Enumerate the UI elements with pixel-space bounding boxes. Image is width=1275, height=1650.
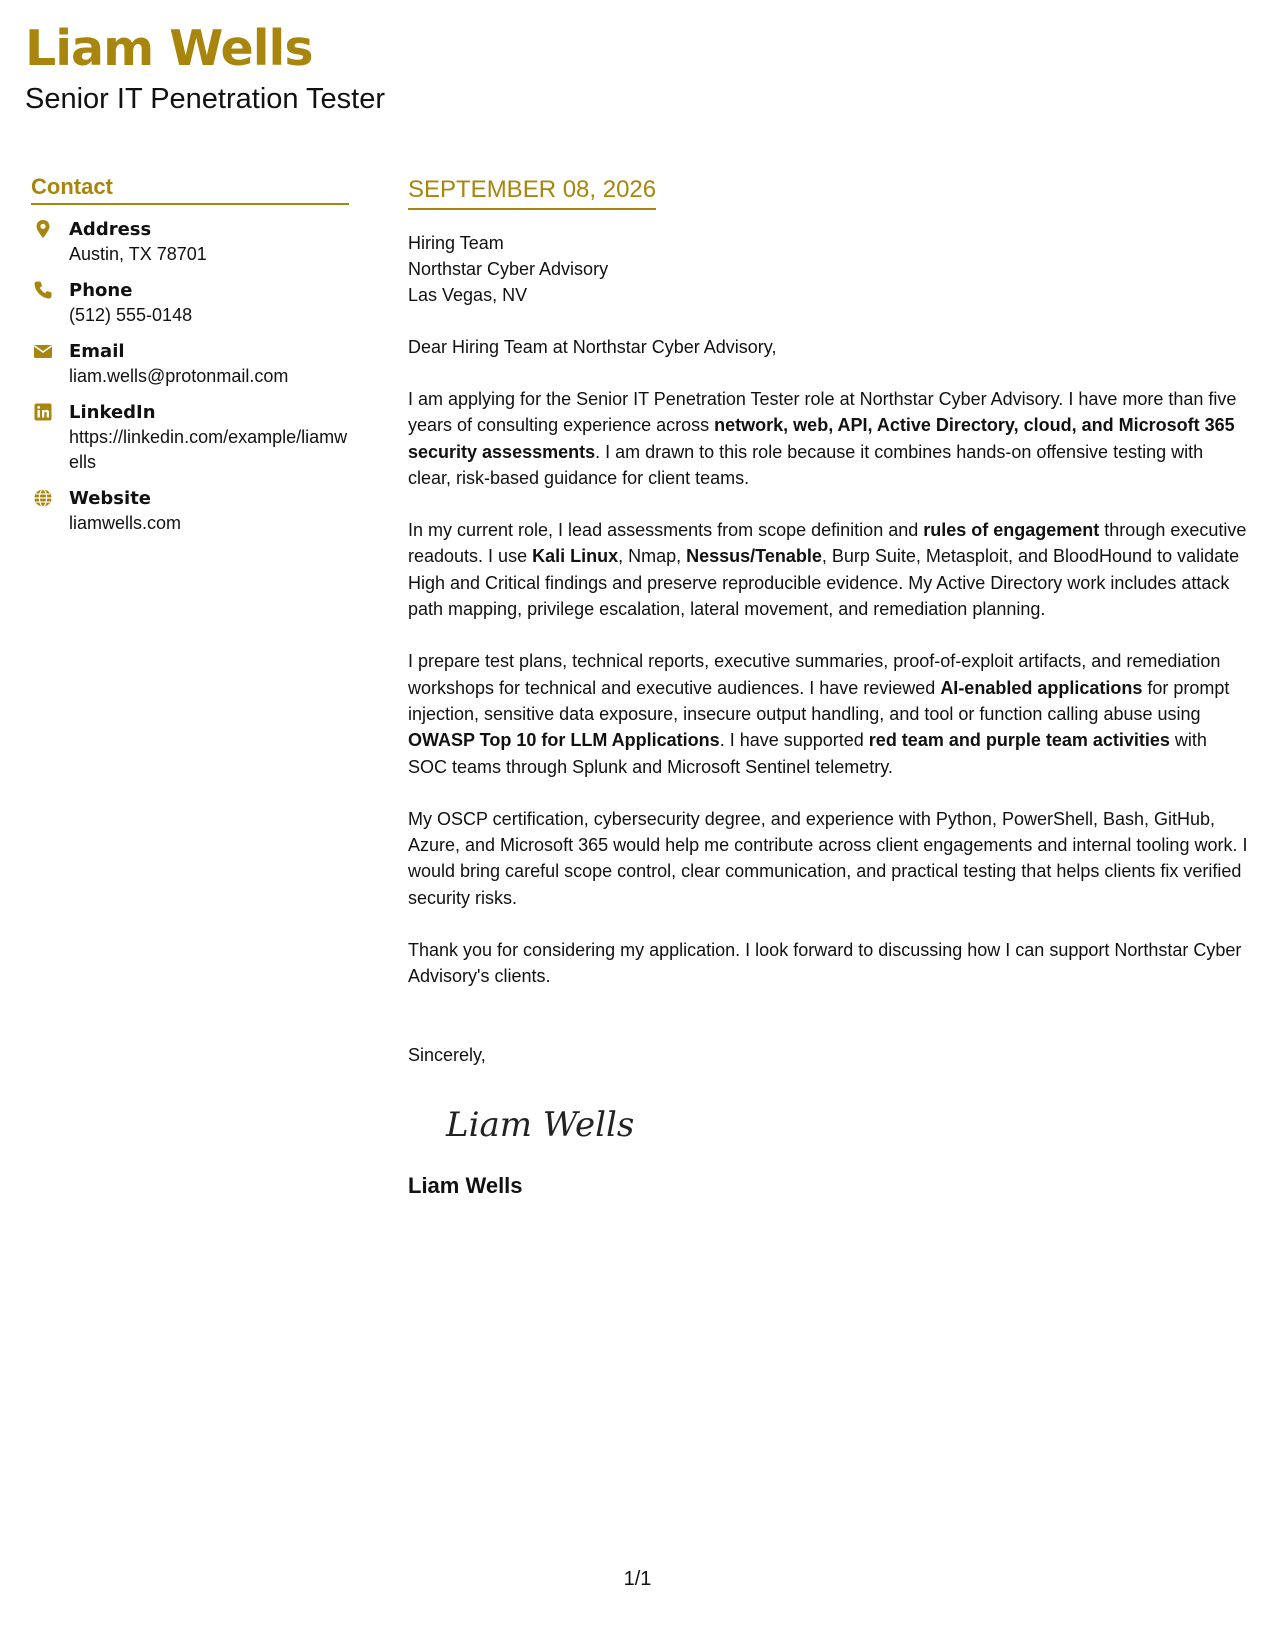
emphasis-text: Nessus/Tenable <box>686 546 822 567</box>
paragraph-text: . I am drawn to this role because it combines hands-on offensive testing with clear, risk-based guidance for client teams. <box>408 441 1204 488</box>
letter-body <box>408 176 1250 1199</box>
paragraph-text: with SOC teams through Splunk and Microsoft Sentinel telemetry. <box>408 730 1207 777</box>
contact-section-title: Contact <box>31 174 349 205</box>
emphasis-text: network, web, API, Active Directory, cloud, and Microsoft 365 security assessments <box>408 415 1235 462</box>
contact-label: Website <box>69 488 152 509</box>
contact-item-address <box>31 217 349 267</box>
contact-label: Phone <box>69 280 133 301</box>
contact-sidebar <box>31 174 349 547</box>
paragraph-text: I am applying for the Senior IT Penetration Tester role at Northstar Cyber Advisory. I have more than five years of consulting experience across <box>408 389 1237 436</box>
website-value[interactable]: liamwells.com <box>69 513 182 533</box>
paragraph-text: Thank you for considering my application. I look forward to discussing how I can support Northstar Cyber Advisory's clients. <box>408 940 1242 987</box>
recipient-line: Las Vegas, NV <box>408 285 528 305</box>
recipient-line: Hiring Team <box>408 233 504 253</box>
letter-date: SEPTEMBER 08, 2026 <box>408 176 656 210</box>
emphasis-text: AI-enabled applications <box>940 677 1143 698</box>
contact-list <box>31 217 349 536</box>
letter-paragraphs <box>408 386 1250 990</box>
recipient-block <box>408 230 1250 308</box>
paragraph-text: , Nmap, <box>618 546 687 567</box>
contact-item-email <box>31 339 349 389</box>
contact-item-website <box>31 486 349 536</box>
salutation: Dear Hiring Team at Northstar Cyber Advisory, <box>408 337 777 357</box>
paragraph-text: , Burp Suite, Metasploit, and BloodHound to validate High and Critical findings and preserve reproducible evidence. My Active Directory work includes attack path mapping, privilege escalation, lateral movement, and remediation planning. <box>408 546 1240 620</box>
applicant-name: Liam Wells <box>25 20 313 77</box>
contact-label: LinkedIn <box>69 402 156 423</box>
contact-label: Address <box>69 219 152 240</box>
paragraph-text: My OSCP certification, cybersecurity degree, and experience with Python, PowerShell, Bash, GitHub, Azure, and Microsoft 365 would help me contribute across client engagements and internal tooling work. I would bring careful scope control, clear communication, and practical testing that helps clients fix verified security risks. <box>408 808 1248 908</box>
letter-paragraph <box>408 517 1250 622</box>
address-value: Austin, TX 78701 <box>69 244 207 264</box>
paragraph-text: for prompt injection, sensitive data exposure, insecure output handling, and tool or function calling abuse using <box>408 677 1230 724</box>
emphasis-text: rules of engagement <box>923 520 1100 541</box>
contact-label: Email <box>69 341 125 362</box>
emphasis-text: red team and purple team activities <box>868 730 1170 751</box>
linkedin-icon <box>33 402 53 422</box>
email-value[interactable]: liam.wells@protonmail.com <box>69 366 289 386</box>
emphasis-text: Kali Linux <box>532 546 619 567</box>
globe-icon <box>33 488 53 508</box>
letter-paragraph <box>408 386 1250 491</box>
emphasis-text: OWASP Top 10 for LLM Applications <box>408 730 720 751</box>
map-pin-icon <box>33 219 53 239</box>
letter-paragraph <box>408 937 1250 990</box>
contact-item-phone <box>31 278 349 328</box>
paragraph-text: I prepare test plans, technical reports, executive summaries, proof-of-exploit artifacts, and remediation workshops for technical and executive audiences. I have reviewed <box>408 651 1221 698</box>
phone-icon <box>33 280 53 300</box>
handwritten-signature <box>444 1094 644 1152</box>
contact-item-linkedin <box>31 400 349 475</box>
letter-paragraph <box>408 648 1250 779</box>
closing: Sincerely, <box>408 1044 486 1065</box>
paragraph-text: through executive readouts. I use <box>408 520 1247 567</box>
paragraph-text: In my current role, I lead assessments from scope definition and <box>408 520 924 541</box>
recipient-line: Northstar Cyber Advisory <box>408 259 609 279</box>
linkedin-url[interactable]: https://linkedin.com/example/liamwells <box>69 427 348 472</box>
envelope-icon <box>33 341 53 361</box>
paragraph-text: . I have supported <box>719 730 869 751</box>
signature-text: Liam Wells <box>446 1104 635 1145</box>
page-number: 1/1 <box>623 1568 652 1590</box>
applicant-title: Senior IT Penetration Tester <box>25 83 386 115</box>
phone-value: (512) 555-0148 <box>69 305 193 325</box>
letter-paragraph <box>408 806 1250 911</box>
signed-name: Liam Wells <box>408 1172 523 1198</box>
